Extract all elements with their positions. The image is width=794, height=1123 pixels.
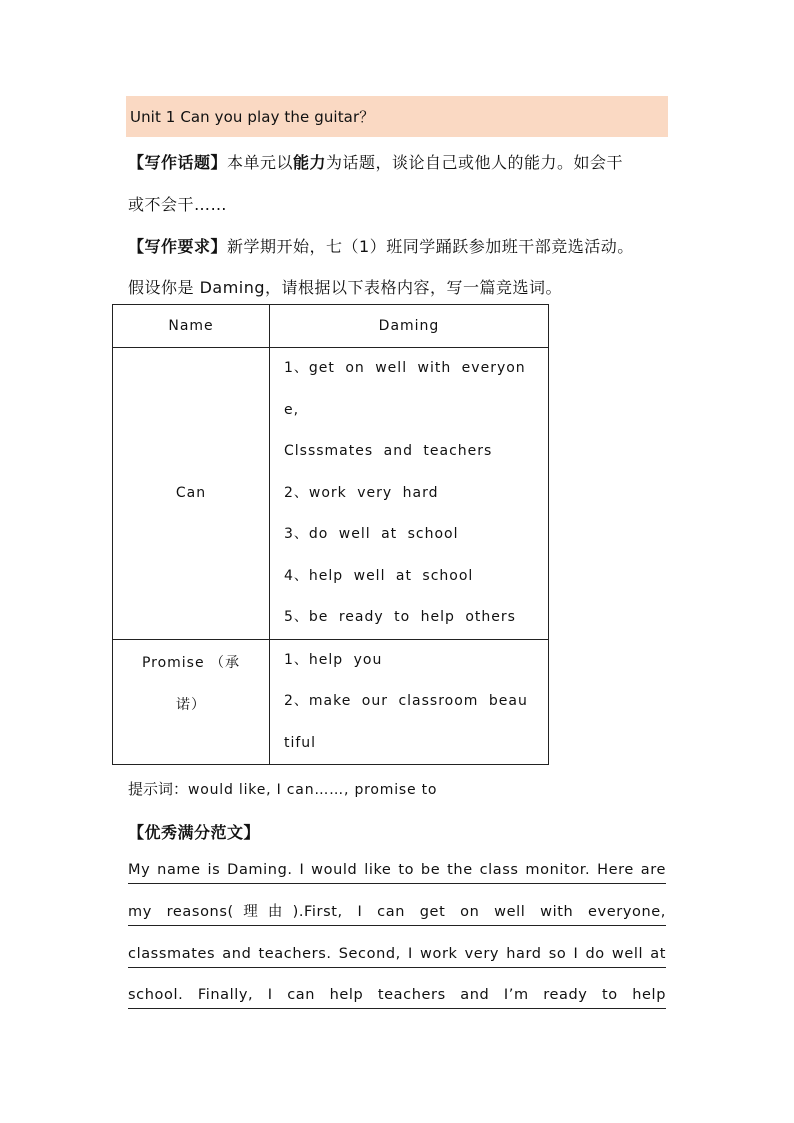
header-daming: Daming	[270, 305, 549, 348]
promise-item: 1、help you	[284, 651, 383, 668]
hint-text: would like, I can……, promise to	[188, 782, 438, 798]
topic-line-1	[128, 150, 623, 173]
requirement-line-2: 假设你是 Daming，请根据以下表格内容，写一篇竞选词。	[128, 278, 563, 297]
can-item: Clsssmates and teachers	[284, 443, 493, 459]
essay-line: My name is Daming. I would like to be the class monitor. Here are	[128, 858, 666, 884]
promise-item: 2、make our classroom beau	[284, 693, 528, 709]
hint-label: 提示词：	[128, 780, 189, 798]
table-header-row	[113, 305, 549, 348]
page-title: Unit 1 Can you play the guitar？	[130, 108, 375, 126]
topic-label: 【写作话题】	[128, 153, 228, 172]
hint-line	[128, 778, 437, 799]
model-essay-label: 【优秀满分范文】	[128, 823, 261, 842]
row-label-promise	[113, 639, 270, 765]
can-item: 4、help well at school	[284, 567, 474, 584]
promise-item: tiful	[284, 734, 317, 751]
requirement-label: 【写作要求】	[128, 237, 228, 256]
can-item: 5、be ready to help others	[284, 609, 516, 625]
requirement-text: 新学期开始，七（1）班同学踊跃参加班干部竞选活动。	[227, 237, 634, 256]
header-name: Name	[113, 305, 270, 348]
can-item: 2、work very hard	[284, 484, 439, 501]
essay-line: classmates and teachers. Second, I work very hard so I do well at	[128, 942, 666, 968]
requirements-table	[112, 304, 549, 765]
can-item: e,	[284, 401, 300, 418]
essay-line: school. Finally, I can help teachers and I’m ready to help	[128, 983, 666, 1009]
topic-text-after: 为话题，谈论自己或他人的能力。如会干	[326, 153, 624, 172]
table-row-can	[113, 348, 549, 640]
topic-bold-word: 能力	[293, 153, 327, 172]
essay-line: my reasons(理由).First, I can get on well with everyone,	[128, 900, 666, 926]
promise-items	[270, 639, 549, 765]
table-row-promise	[113, 639, 549, 765]
promise-label-line-2: 诺）	[176, 696, 206, 713]
can-items	[270, 348, 549, 640]
requirement-line-1	[128, 234, 634, 257]
topic-line-2: 或不会干……	[128, 195, 228, 214]
can-item: 1、get on well with everyon	[284, 360, 526, 376]
promise-label-line-1: Promise （承	[141, 654, 241, 671]
topic-text-before: 本单元以	[227, 153, 294, 172]
can-item: 3、do well at school	[284, 526, 459, 542]
row-label-can: Can	[113, 348, 270, 640]
